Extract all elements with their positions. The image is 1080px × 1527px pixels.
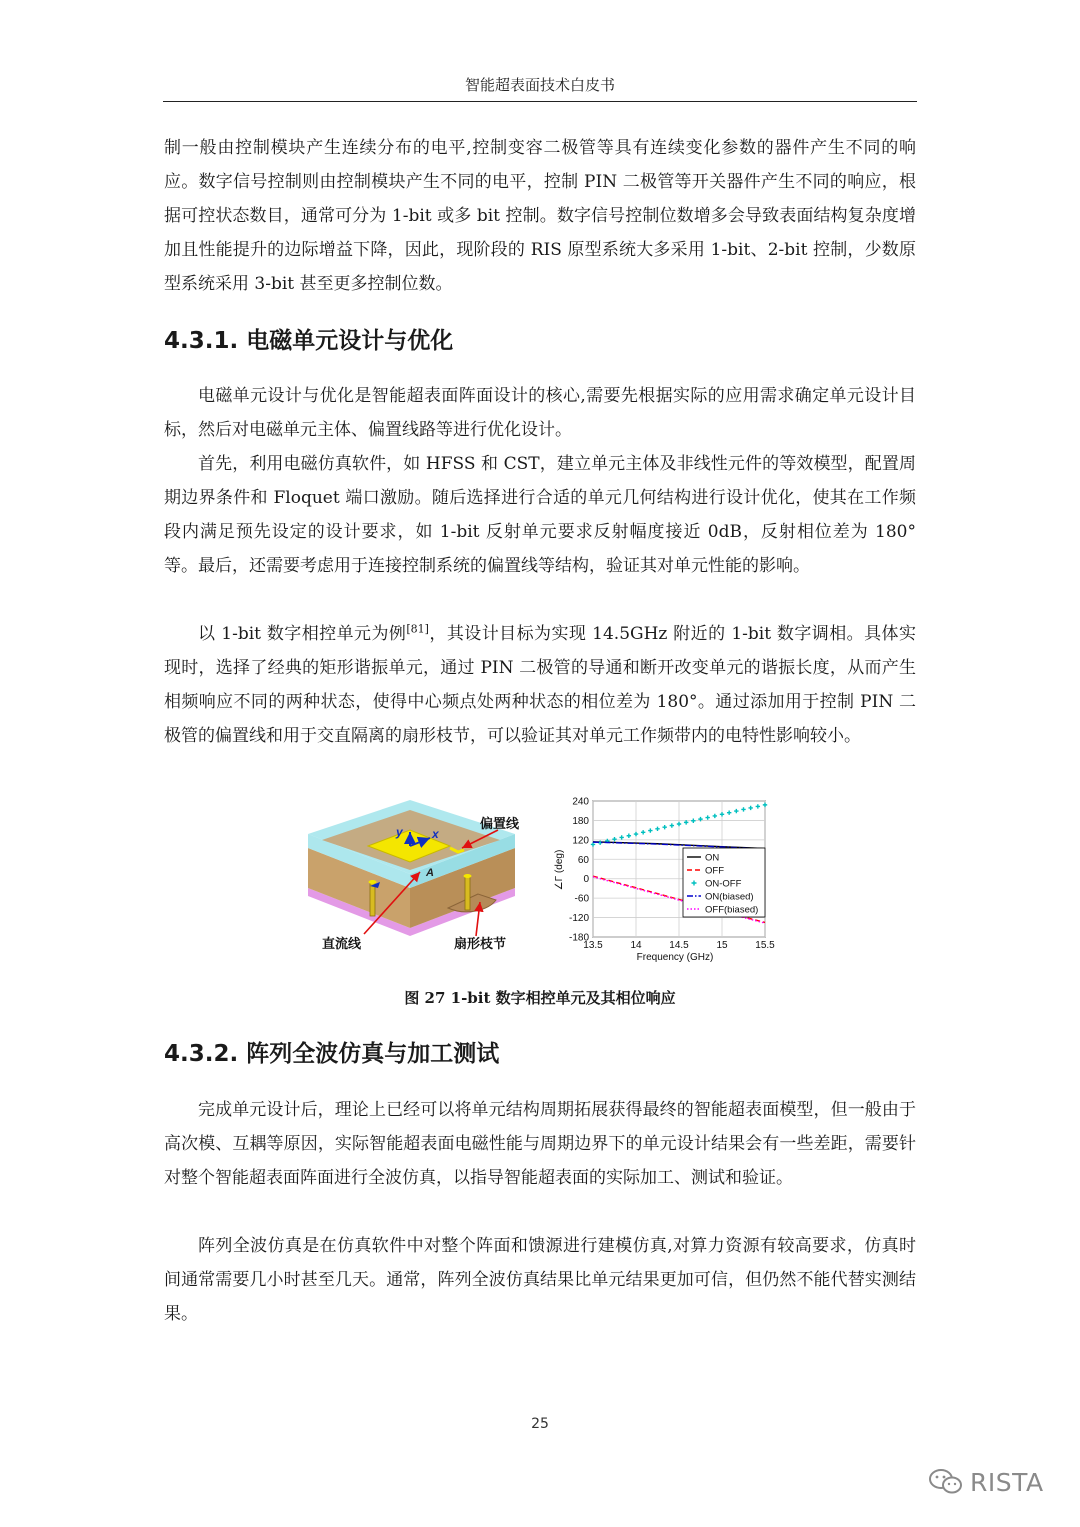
y-axis-title: ∠Γ (deg) [554,849,565,891]
legend-label: ON-OFF [705,878,742,890]
legend-label: ON(biased) [705,891,754,903]
paragraph-simulation-steps: 首先，利用电磁仿真软件，如 HFSS 和 CST，建立单元主体及非线性元件的等效模型，配置周期边界条件和 Floquet 端口激励。随后选择进行合适的单元几何结构进行设计优化，使其在工作频段内满足预先设定的设计要求，如 1-bit 反射单元要求反射幅度接近 0dB，反射相位差为 180° 等。最后，还需要考虑用于连接控制系统的偏置线等结构，验证其对单元性能的影响。 [164,454,916,576]
point-a-label: A [426,867,434,879]
x-axis-title: Frequency (GHz) [636,952,714,963]
axis-y-label: y [396,825,403,839]
figure-27 [300,790,785,968]
paragraph-control-modes: 制一般由控制模块产生连续分布的电平,控制变容二极管等具有连续变化参数的器件产生不同的响应。数字信号控制则由控制模块产生不同的电平，控制 PIN 二极管等开关器件产生不同的响应，根据可控状态数目，通常可分为 1-bit 或多 bit 控制。数字信号控制位数增多会导致表面结构复杂度增加且性能提升的边际增益下降，因此，现阶段的 RIS 原型系统大多采用 1-bit、2-bit 控制，少数原型系统采用 3-bit 甚至更多控制位数。 [164,138,916,294]
via-right-top [464,874,472,878]
via-right [465,876,470,910]
paragraph-array-simulation: 阵列全波仿真是在仿真软件中对整个阵面和馈源进行建模仿真,对算力资源有较高要求，仿真时间通常需要几小时甚至几天。通常，阵列全波仿真结果比单元结果更加可信，但仍然不能代替实测结果。 [164,1236,916,1324]
figure-27-svg [300,790,785,968]
x-tick-label: 13.5 [583,940,603,951]
y-tick-label: 120 [572,835,589,847]
watermark-text: RISTA [970,1467,1044,1497]
via-left [370,882,375,916]
example-text-a: 以 1-bit 数字相控单元为例 [198,624,407,644]
label-bias-line: 偏置线 [480,816,520,831]
header-rule [163,101,917,102]
paragraph-example-unit [164,617,916,753]
paragraph-array-design: 完成单元设计后，理论上已经可以将单元结构周期拓展获得最终的智能超表面模型，但一般由于高次模、互耦等原因，实际智能超表面电磁性能与周期边界下的单元设计结果会有一些差距，需要针对整个智能超表面阵面进行全波仿真，以指导智能超表面的实际加工、测试和验证。 [164,1100,916,1188]
watermark [928,1462,1044,1502]
label-fan-stub: 扇形枝节 [454,936,507,951]
paragraph-unit-design-intro: 电磁单元设计与优化是智能超表面阵面设计的核心,需要先根据实际的应用需求确定单元设计目标，然后对电磁单元主体、偏置线路等进行优化设计。 [164,386,916,440]
section-heading-4-3-2: 4.3.2. 阵列全波仿真与加工测试 [164,1041,500,1067]
x-tick-label: 14.5 [669,940,689,951]
via-left-top [369,880,377,884]
y-tick-label: 60 [577,854,589,866]
plot-legend [683,848,765,917]
y-tick-label: 240 [572,796,589,808]
legend-label: OFF(biased) [705,904,759,916]
legend-label: ON [705,852,720,864]
label-dc-line: 直流线 [322,936,362,951]
y-tick-label: -180 [568,932,589,944]
running-header: 智能超表面技术白皮书 [464,76,615,94]
y-tick-label: 0 [583,874,589,886]
x-tick-label: 15 [716,940,728,951]
wechat-icon [928,1468,964,1496]
y-tick-label: -120 [568,913,589,925]
x-tick-label: 14 [630,940,642,951]
axis-x-label: x [432,827,439,841]
y-tick-label: -60 [574,893,589,905]
example-text-b: ，其设计目标为实现 14.5GHz 附近的 1-bit 数字调相。具体实现时，选择了经典的矩形谐振单元，通过 PIN 二极管的导通和断开改变单元的谐振长度，从而产生相频响应不同的两种状态，使得中心频点处两种状态的相位差为 180°。通过添加用于控制 PIN 二极管的偏置线和用于交直隔离的扇形枝节，可以验证其对单元工作频带内的电特性影响较小。 [164,624,916,746]
legend-label: OFF [705,865,724,877]
x-tick-label: 15.5 [755,940,775,951]
section-heading-4-3-1: 4.3.1. 电磁单元设计与优化 [164,328,454,354]
citation-ref[interactable]: [81] [406,622,429,636]
unit-cell-diagram [308,800,520,951]
figure-caption: 图 27 1-bit 数字相控单元及其相位响应 [404,989,676,1007]
y-tick-label: 180 [572,815,589,827]
page-number: 25 [531,1416,549,1432]
phase-response-chart [554,797,775,964]
